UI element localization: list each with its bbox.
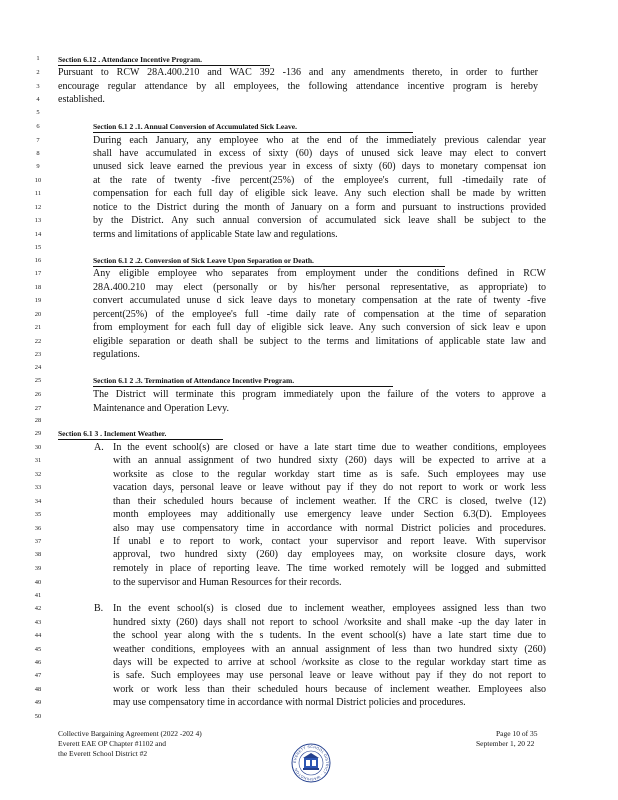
paragraph-line: encourage regular attendance by all employees, the following attendance incentive program is hereby [58, 81, 538, 92]
paragraph-line: If unabl e to report to work, contact your supervisor and report leave. With supervisor [113, 536, 546, 547]
section-heading: Section 6.1 2 .1. Annual Conversion of Accumulated Sick Leave. [93, 122, 297, 131]
section-heading: Section 6.12 . Attendance Incentive Program. [58, 55, 203, 64]
paragraph-line: is safe. Such employees may use personal leave or leave without pay if they do not report to [113, 670, 546, 681]
line-number: 17 [34, 270, 42, 277]
paragraph-line: During each January, any employee who at the end of the immediately previous calendar year [93, 135, 546, 146]
line-number: 4 [36, 96, 40, 103]
item-label-b: B. [94, 603, 104, 614]
heading-underline [93, 266, 445, 267]
line-number: 49 [34, 699, 42, 706]
paragraph-line: with an annual assignment of two hundred sixty (260) days will be expected to arrive at a [113, 455, 546, 466]
paragraph-line: 28A.400.210 may elect (personally or by his/her personal representative, as appropriate) to [93, 282, 546, 293]
line-number: 50 [34, 713, 42, 720]
line-number: 19 [34, 297, 42, 304]
line-number: 48 [34, 686, 42, 693]
line-number: 3 [36, 83, 40, 90]
line-number: 38 [34, 551, 42, 558]
paragraph-line: notice to the District during the month of January on a form and pursuant to instructions provided [93, 202, 546, 213]
paragraph-line: worksite as close to the regular workday start time as is safe. Such employees may use [113, 469, 546, 480]
heading-underline [93, 132, 413, 133]
line-number: 24 [34, 364, 42, 371]
line-number: 33 [34, 484, 42, 491]
footer-district: the Everett School District #2 [58, 749, 148, 758]
line-number: 22 [34, 338, 42, 345]
paragraph-line: the school year along with the s tudents. In the event school(s) have a late start time due to [113, 630, 546, 641]
line-number: 25 [34, 377, 42, 384]
district-seal-logo [291, 743, 331, 783]
line-number: 18 [34, 284, 42, 291]
line-number: 21 [34, 324, 42, 331]
line-number: 45 [34, 646, 42, 653]
paragraph-line: Any eligible employee who separates from employment under the conditions defined in RCW [93, 268, 546, 279]
line-number: 13 [34, 217, 42, 224]
line-number: 10 [34, 177, 42, 184]
line-number: 14 [34, 231, 42, 238]
footer-page-number: Page 10 of 35 [496, 729, 538, 738]
line-number: 36 [34, 525, 42, 532]
line-number: 20 [34, 311, 42, 318]
line-number: 1 [36, 55, 40, 62]
line-number: 37 [34, 538, 42, 545]
section-heading: Section 6.1 2 .3. Termination of Attendance Incentive Program. [93, 376, 295, 385]
line-number: 31 [34, 457, 42, 464]
paragraph-line: vacation days, personal leave or leave without pay if they do not report to work or work less [113, 482, 546, 493]
line-number: 7 [36, 137, 40, 144]
paragraph-line: from employment for each full day of eligible sick leave. Any such conversion of sick leav e upon [93, 322, 546, 333]
paragraph-line: hundred sixty (260) days shall not report to school /worksite and shall make -up the day later in [113, 617, 546, 628]
paragraph-line: established. [58, 94, 105, 105]
line-number: 44 [34, 632, 42, 639]
footer-chapter: Everett EAE OP Chapter #1102 and [58, 739, 166, 748]
paragraph-line: month employees may additionally use emergency leave under Section 6.3(D). Employees [113, 509, 546, 520]
line-number: 32 [34, 471, 42, 478]
line-number: 12 [34, 204, 42, 211]
line-number: 30 [34, 444, 42, 451]
heading-underline [58, 65, 270, 66]
seal-text: EVERETT SCHOOL DISTRICT · WASHINGTON [292, 744, 330, 782]
paragraph-line: percent(25%) of the employee's full -time daily rate of compensation at the time of separation [93, 309, 546, 320]
paragraph-line: shall have accumulated in excess of sixty (60) days of unused sick leave may elect to convert [93, 148, 546, 159]
line-number: 26 [34, 391, 42, 398]
section-heading: Section 6.1 2 .2. Conversion of Sick Leave Upon Separation or Death. [93, 256, 314, 265]
line-number: 9 [36, 163, 40, 170]
line-number: 6 [36, 123, 40, 130]
paragraph-line: approval, two hundred sixty (260) day employees may, on worksite closure days, work [113, 549, 546, 560]
section-heading: Section 6.1 3 . Inclement Weather. [58, 429, 167, 438]
line-number: 2 [36, 69, 40, 76]
line-number: 28 [34, 417, 42, 424]
line-number: 35 [34, 511, 42, 518]
line-number: 42 [34, 605, 42, 612]
line-number: 27 [34, 405, 42, 412]
line-number: 8 [36, 150, 40, 157]
paragraph-line: The District will terminate this program immediately upon the failure of the voters to approve a [93, 389, 546, 400]
item-label-a: A. [94, 442, 104, 453]
line-number: 5 [36, 109, 40, 116]
paragraph-line: work or work less than their scheduled hours because of inclement weather. Employees also [113, 684, 546, 695]
paragraph-line: weather conditions, employees with an annual assignment of less than two hundred sixty (260) [113, 644, 546, 655]
paragraph-line: In the event school(s) is closed due to inclement weather, employees assigned less than two [113, 603, 546, 614]
line-number: 34 [34, 498, 42, 505]
paragraph-line: regulations. [93, 349, 140, 360]
paragraph-line: Pursuant to RCW 28A.400.210 and WAC 392 -136 and any amendments thereto, in order to further [58, 67, 538, 78]
line-number: 43 [34, 619, 42, 626]
paragraph-line: Maintenance and Operation Levy. [93, 403, 229, 414]
line-number: 29 [34, 430, 42, 437]
paragraph-line: remotely in place of reporting leave. The time worked remotely will be logged and submitted [113, 563, 546, 574]
paragraph-line: terms and limitations of applicable State law and regulations. [93, 229, 338, 240]
footer-agreement: Collective Bargaining Agreement (2022 -202 4) [58, 729, 202, 738]
line-number: 23 [34, 351, 42, 358]
paragraph-line: than their scheduled hours because of inclement weather. If the CRC is closed, twelve (12) [113, 496, 546, 507]
footer-date: September 1, 20 22 [476, 739, 535, 748]
line-number: 39 [34, 565, 42, 572]
paragraph-line: compensation for each full day of eligible sick leave. Any such election shall be made by written [93, 188, 546, 199]
line-number: 11 [34, 190, 42, 197]
paragraph-line: days will be expected to arrive at school /worksite as close to the regular workday start time as [113, 657, 546, 668]
paragraph-line: convert accumulated unuse d sick leave days to monetary compensation at the rate of twenty -five [93, 295, 546, 306]
paragraph-line: eligible separation or death shall be subject to the terms and limitations of applicable state law and [93, 336, 546, 347]
paragraph-line: at the rate of twenty -five percent(25%) of the employee's current, full -timedaily rate of [93, 175, 546, 186]
line-number: 40 [34, 579, 42, 586]
paragraph-line: also may use compensatory time in accordance with normal District policies and procedures. [113, 523, 546, 534]
paragraph-line: by the District. Any such annual conversion of accumulated sick leave shall be subject to the [93, 215, 546, 226]
paragraph-line: In the event school(s) are closed or have a late start time due to weather conditions, employees [113, 442, 546, 453]
paragraph-line: to the supervisor and Human Resources for their records. [113, 577, 342, 588]
heading-underline [58, 439, 223, 440]
line-number: 41 [34, 592, 42, 599]
line-number: 47 [34, 672, 42, 679]
line-number: 16 [34, 257, 42, 264]
paragraph-line: may use compensatory time in accordance with normal District policies and procedures. [113, 697, 466, 708]
line-number: 46 [34, 659, 42, 666]
line-number: 15 [34, 244, 42, 251]
paragraph-line: unused sick leave earned the previous year in excess of sixty (60) days to monetary compensat ion [93, 161, 546, 172]
heading-underline [93, 386, 393, 387]
